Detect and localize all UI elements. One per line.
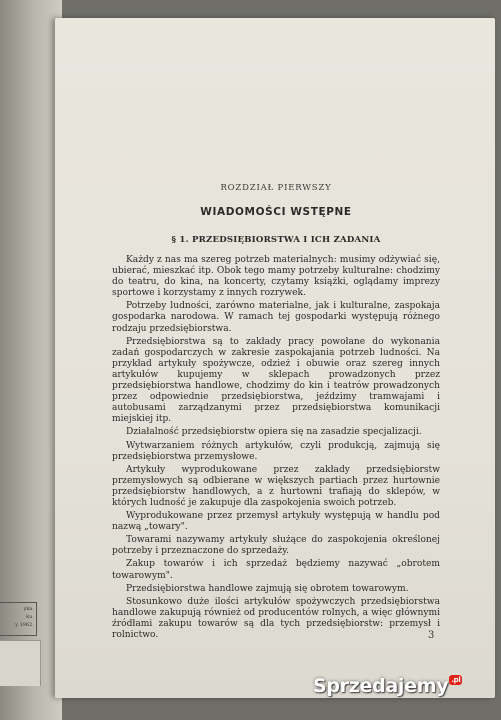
watermark-text: Sprzedajemy (313, 675, 449, 697)
page-content (112, 183, 440, 641)
chapter-title: WIADOMOŚCI WSTĘPNE (200, 206, 352, 218)
inserted-slip (0, 640, 41, 686)
library-stamp (0, 602, 37, 636)
site-watermark (313, 675, 462, 697)
stamp-line-2: ku. (26, 614, 34, 620)
paragraph: Towarami nazywamy artykuły służące do zaspokojenia określonej potrzeby i przeznaczone do sprzedaży. (112, 535, 440, 557)
paragraph: Potrzeby ludności, zarówno materialne, jak i kulturalne, zaspokaja gospodarka narodowa. W ramach tej gospodarki występują różnego rodzaju przedsiębiorstwa. (112, 301, 440, 334)
paragraph: Wyprodukowane przez przemysł artykuły występują w handlu pod nazwą „towary". (112, 511, 440, 533)
book-page (55, 18, 495, 698)
paragraph: Stosunkowo duże ilości artykułów spożywczych przedsiębiorstwa handlowe zakupują również od producentów rolnych, a więc głównymi źródłami zakupu towarów są dla tych przedsiębiorstw: przemysł i rolnictwo. (112, 596, 440, 640)
paragraph: Przedsiębiorstwa są to zakłady pracy powołane do wykonania zadań gospodarczych w zakresie zaspokajania potrzeb ludności. Na przykład artykuły spożywcze, odzież i obuwie oraz szereg innych artykułów kupujemy w sklepach prowadzonych przez przedsiębiorstwa handlowe, chodzimy do kin i teatrów prowadzonych przez odpowiednie przedsiębiorstwa, jeździmy tramwajami i autobusami zarządzanymi przez przedsiębiorstwa komunikacji miejskiej itp. (112, 336, 440, 425)
watermark-badge: .pl (451, 676, 461, 684)
chapter-label: ROZDZIAŁ PIERWSZY (220, 183, 332, 193)
paragraph: Każdy z nas ma szereg potrzeb materialnych: musimy odżywiać się, ubierać, mieszkać itp. Obok tego mamy potrzeby kulturalne: chodzimy do teatru, do kina, na koncerty, czytamy książki, oglądamy imprezy sportowe i korzystamy z innych rozrywek. (112, 255, 440, 299)
paragraph: Wytwarzaniem różnych artykułów, czyli produkcją, zajmują się przedsiębiorstwa przemysłowe. (112, 440, 440, 462)
page-number: 3 (428, 630, 435, 641)
paragraph: Przedsiębiorstwa handlowe zajmują się obrotem towarowym. (126, 583, 409, 594)
section-title: § 1. PRZEDSIĘBIORSTWA I ICH ZADANIA (171, 235, 381, 245)
paragraph: Artykuły wyprodukowane przez zakłady przedsiębiorstw przemysłowych są odbierane w większych partiach przez hurtownie przedsiębiorstw handlowych, a z hurtowni trafiają do sklepów, w których ludność je zakupuje dla zaspokojenia swoich potrzeb. (112, 464, 440, 508)
stamp-line-3: y 1962. (15, 622, 34, 628)
paragraph: Działalność przedsiębiorstw opiera się na zasadzie specjalizacji. (126, 427, 422, 438)
paragraph: Zakup towarów i ich sprzedaż będziemy nazywać „obrotem towarowym". (112, 559, 440, 581)
stamp-line-1: yka. (23, 606, 34, 612)
